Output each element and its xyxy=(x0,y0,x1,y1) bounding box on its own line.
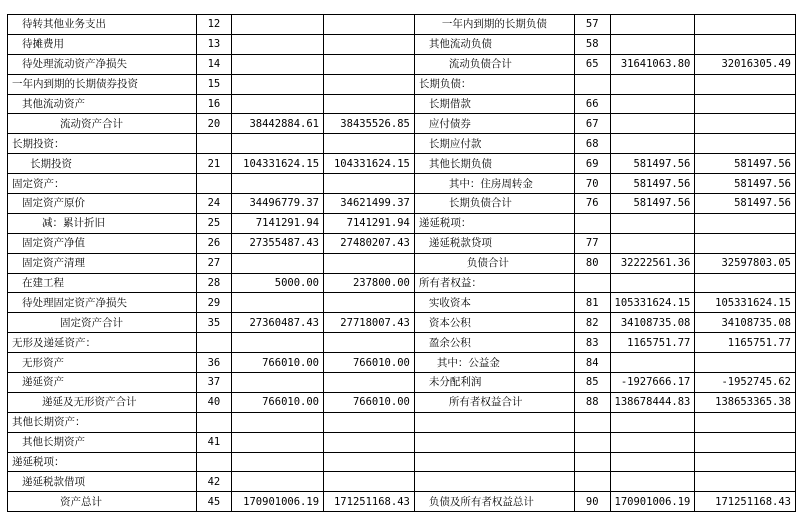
asset-opening-amount[interactable] xyxy=(232,333,324,353)
asset-item-label[interactable]: 待摊费用 xyxy=(8,34,197,54)
liability-opening-amount[interactable] xyxy=(610,114,695,134)
asset-opening-amount[interactable]: 38442884.61 xyxy=(232,114,324,134)
asset-item-label[interactable]: 固定资产： xyxy=(8,174,197,194)
liability-closing-amount[interactable] xyxy=(695,74,796,94)
liability-closing-amount[interactable] xyxy=(695,412,796,432)
liability-opening-amount[interactable] xyxy=(610,452,695,472)
asset-closing-amount[interactable]: 237800.00 xyxy=(324,273,415,293)
liability-item-label[interactable]: 递延税项： xyxy=(414,213,574,233)
asset-opening-amount[interactable]: 170901006.19 xyxy=(232,492,324,512)
liability-closing-amount[interactable] xyxy=(695,273,796,293)
balance-sheet-table xyxy=(7,14,796,512)
asset-line-number[interactable]: 20 xyxy=(196,114,232,134)
asset-line-number[interactable] xyxy=(196,412,232,432)
asset-closing-amount[interactable]: 7141291.94 xyxy=(324,213,415,233)
asset-item-label[interactable]: 递延税项： xyxy=(8,452,197,472)
liability-closing-amount[interactable]: 138653365.38 xyxy=(695,392,796,412)
asset-opening-amount[interactable] xyxy=(232,472,324,492)
table-row xyxy=(8,194,796,214)
liability-closing-amount[interactable]: 581497.56 xyxy=(695,194,796,214)
liability-closing-amount[interactable]: 32597803.05 xyxy=(695,253,796,273)
asset-opening-amount[interactable]: 766010.00 xyxy=(232,353,324,373)
asset-closing-amount[interactable]: 38435526.85 xyxy=(324,114,415,134)
asset-closing-amount[interactable] xyxy=(324,134,415,154)
table-row xyxy=(8,293,796,313)
liability-opening-amount[interactable] xyxy=(610,134,695,154)
table-row xyxy=(8,154,796,174)
asset-closing-amount[interactable] xyxy=(324,174,415,194)
liability-opening-amount[interactable] xyxy=(610,94,695,114)
liability-item-label[interactable]: 负债及所有者权益总计 xyxy=(414,492,574,512)
table-row xyxy=(8,174,796,194)
table-row xyxy=(8,34,796,54)
liability-closing-amount[interactable] xyxy=(695,213,796,233)
asset-line-number[interactable]: 15 xyxy=(196,74,232,94)
liability-item-label[interactable]: 长期借款 xyxy=(414,94,574,114)
liability-closing-amount[interactable] xyxy=(695,34,796,54)
liability-line-number[interactable]: 76 xyxy=(574,194,610,214)
liability-line-number[interactable]: 80 xyxy=(574,253,610,273)
liability-opening-amount[interactable] xyxy=(610,273,695,293)
table-row xyxy=(8,94,796,114)
asset-line-number[interactable] xyxy=(196,333,232,353)
table-row xyxy=(8,452,796,472)
liability-line-number[interactable] xyxy=(574,412,610,432)
liability-item-label[interactable]: 实收资本 xyxy=(414,293,574,313)
asset-item-label[interactable]: 固定资产净值 xyxy=(8,233,197,253)
asset-item-label[interactable]: 固定资产清理 xyxy=(8,253,197,273)
liability-closing-amount[interactable]: -1952745.62 xyxy=(695,373,796,393)
asset-line-number[interactable]: 14 xyxy=(196,54,232,74)
asset-opening-amount[interactable] xyxy=(232,54,324,74)
asset-opening-amount[interactable]: 27360487.43 xyxy=(232,313,324,333)
liability-closing-amount[interactable]: 1165751.77 xyxy=(695,333,796,353)
liability-opening-amount[interactable]: 31641063.80 xyxy=(610,54,695,74)
liability-item-label[interactable]: 盈余公积 xyxy=(414,333,574,353)
liability-line-number[interactable]: 66 xyxy=(574,94,610,114)
liability-item-label[interactable]: 其中：住房周转金 xyxy=(414,174,574,194)
table-row xyxy=(8,492,796,512)
liability-line-number[interactable]: 67 xyxy=(574,114,610,134)
table-row xyxy=(8,253,796,273)
liability-item-label[interactable]: 未分配利润 xyxy=(414,373,574,393)
liability-closing-amount[interactable] xyxy=(695,452,796,472)
asset-item-label[interactable]: 其他长期资产： xyxy=(8,412,197,432)
liability-line-number[interactable]: 90 xyxy=(574,492,610,512)
table-row xyxy=(8,392,796,412)
liability-line-number[interactable]: 85 xyxy=(574,373,610,393)
asset-opening-amount[interactable] xyxy=(232,373,324,393)
asset-opening-amount[interactable] xyxy=(232,412,324,432)
liability-opening-amount[interactable]: 1165751.77 xyxy=(610,333,695,353)
asset-line-number[interactable]: 28 xyxy=(196,273,232,293)
liability-line-number[interactable]: 82 xyxy=(574,313,610,333)
asset-closing-amount[interactable] xyxy=(324,94,415,114)
liability-line-number[interactable] xyxy=(574,452,610,472)
table-row xyxy=(8,432,796,452)
liability-item-label[interactable]: 所有者权益： xyxy=(414,273,574,293)
asset-opening-amount[interactable] xyxy=(232,452,324,472)
asset-line-number[interactable]: 35 xyxy=(196,313,232,333)
asset-closing-amount[interactable] xyxy=(324,472,415,492)
liability-item-label[interactable] xyxy=(414,452,574,472)
table-row xyxy=(8,333,796,353)
table-row xyxy=(8,353,796,373)
liability-opening-amount[interactable]: -1927666.17 xyxy=(610,373,695,393)
asset-closing-amount[interactable]: 27480207.43 xyxy=(324,233,415,253)
liability-opening-amount[interactable] xyxy=(610,213,695,233)
asset-closing-amount[interactable]: 104331624.15 xyxy=(324,154,415,174)
asset-opening-amount[interactable] xyxy=(232,15,324,35)
liability-opening-amount[interactable]: 581497.56 xyxy=(610,174,695,194)
liability-item-label[interactable]: 长期负债合计 xyxy=(414,194,574,214)
liability-item-label[interactable]: 其他流动负债 xyxy=(414,34,574,54)
liability-closing-amount[interactable] xyxy=(695,233,796,253)
liability-line-number[interactable]: 77 xyxy=(574,233,610,253)
asset-opening-amount[interactable] xyxy=(232,134,324,154)
liability-item-label[interactable] xyxy=(414,432,574,452)
asset-opening-amount[interactable] xyxy=(232,432,324,452)
asset-closing-amount[interactable]: 34621499.37 xyxy=(324,194,415,214)
asset-item-label[interactable]: 长期投资 xyxy=(8,154,197,174)
liability-closing-amount[interactable]: 32016305.49 xyxy=(695,54,796,74)
asset-item-label[interactable]: 待转其他业务支出 xyxy=(8,15,197,35)
liability-line-number[interactable]: 70 xyxy=(574,174,610,194)
asset-closing-amount[interactable]: 766010.00 xyxy=(324,392,415,412)
asset-opening-amount[interactable]: 766010.00 xyxy=(232,392,324,412)
asset-line-number[interactable] xyxy=(196,134,232,154)
liability-item-label[interactable]: 一年内到期的长期负债 xyxy=(414,15,574,35)
liability-line-number[interactable] xyxy=(574,213,610,233)
asset-line-number[interactable]: 27 xyxy=(196,253,232,273)
liability-closing-amount[interactable]: 105331624.15 xyxy=(695,293,796,313)
liability-opening-amount[interactable]: 581497.56 xyxy=(610,194,695,214)
asset-opening-amount[interactable] xyxy=(232,34,324,54)
liability-item-label[interactable]: 所有者权益合计 xyxy=(414,392,574,412)
liability-opening-amount[interactable]: 138678444.83 xyxy=(610,392,695,412)
asset-line-number[interactable]: 16 xyxy=(196,94,232,114)
asset-line-number[interactable]: 42 xyxy=(196,472,232,492)
liability-line-number[interactable]: 81 xyxy=(574,293,610,313)
liability-item-label[interactable]: 流动负债合计 xyxy=(414,54,574,74)
liability-item-label[interactable]: 长期负债： xyxy=(414,74,574,94)
table-row xyxy=(8,313,796,333)
liability-closing-amount[interactable]: 171251168.43 xyxy=(695,492,796,512)
asset-closing-amount[interactable]: 766010.00 xyxy=(324,353,415,373)
liability-opening-amount[interactable] xyxy=(610,432,695,452)
asset-item-label[interactable]: 资产总计 xyxy=(8,492,197,512)
liability-opening-amount[interactable] xyxy=(610,472,695,492)
asset-line-number[interactable]: 26 xyxy=(196,233,232,253)
liability-line-number[interactable] xyxy=(574,74,610,94)
asset-line-number[interactable]: 13 xyxy=(196,34,232,54)
asset-opening-amount[interactable]: 34496779.37 xyxy=(232,194,324,214)
asset-opening-amount[interactable] xyxy=(232,74,324,94)
table-row xyxy=(8,134,796,154)
liability-opening-amount[interactable]: 581497.56 xyxy=(610,154,695,174)
asset-line-number[interactable]: 40 xyxy=(196,392,232,412)
liability-item-label[interactable]: 长期应付款 xyxy=(414,134,574,154)
asset-line-number[interactable] xyxy=(196,174,232,194)
liability-line-number[interactable]: 68 xyxy=(574,134,610,154)
liability-opening-amount[interactable]: 34108735.08 xyxy=(610,313,695,333)
liability-opening-amount[interactable]: 105331624.15 xyxy=(610,293,695,313)
liability-closing-amount[interactable]: 34108735.08 xyxy=(695,313,796,333)
asset-closing-amount[interactable] xyxy=(324,452,415,472)
liability-opening-amount[interactable] xyxy=(610,15,695,35)
asset-item-label[interactable]: 长期投资： xyxy=(8,134,197,154)
asset-item-label[interactable]: 无形及递延资产： xyxy=(8,333,197,353)
liability-closing-amount[interactable] xyxy=(695,94,796,114)
asset-item-label[interactable]: 待处理固定资产净损失 xyxy=(8,293,197,313)
asset-opening-amount[interactable] xyxy=(232,174,324,194)
table-row xyxy=(8,15,796,35)
asset-closing-amount[interactable] xyxy=(324,34,415,54)
asset-line-number[interactable]: 24 xyxy=(196,194,232,214)
asset-line-number[interactable]: 37 xyxy=(196,373,232,393)
asset-closing-amount[interactable] xyxy=(324,253,415,273)
asset-opening-amount[interactable]: 27355487.43 xyxy=(232,233,324,253)
liability-line-number[interactable]: 65 xyxy=(574,54,610,74)
liability-line-number[interactable]: 84 xyxy=(574,353,610,373)
liability-opening-amount[interactable] xyxy=(610,34,695,54)
table-row xyxy=(8,114,796,134)
asset-closing-amount[interactable] xyxy=(324,74,415,94)
liability-line-number[interactable]: 69 xyxy=(574,154,610,174)
table-row xyxy=(8,54,796,74)
asset-item-label[interactable]: 其他流动资产 xyxy=(8,94,197,114)
asset-opening-amount[interactable]: 5000.00 xyxy=(232,273,324,293)
liability-line-number[interactable]: 88 xyxy=(574,392,610,412)
liability-closing-amount[interactable] xyxy=(695,472,796,492)
asset-closing-amount[interactable] xyxy=(324,373,415,393)
asset-closing-amount[interactable] xyxy=(324,333,415,353)
asset-item-label[interactable]: 待处理流动资产净损失 xyxy=(8,54,197,74)
asset-item-label[interactable]: 无形资产 xyxy=(8,353,197,373)
liability-opening-amount[interactable] xyxy=(610,353,695,373)
asset-line-number[interactable]: 25 xyxy=(196,213,232,233)
liability-line-number[interactable] xyxy=(574,432,610,452)
asset-opening-amount[interactable]: 7141291.94 xyxy=(232,213,324,233)
liability-line-number[interactable] xyxy=(574,273,610,293)
liability-closing-amount[interactable] xyxy=(695,432,796,452)
liability-opening-amount[interactable] xyxy=(610,412,695,432)
asset-item-label[interactable]: 一年内到期的长期债券投资 xyxy=(8,74,197,94)
liability-item-label[interactable]: 资本公积 xyxy=(414,313,574,333)
asset-line-number[interactable]: 41 xyxy=(196,432,232,452)
asset-line-number[interactable]: 36 xyxy=(196,353,232,373)
table-row xyxy=(8,74,796,94)
asset-opening-amount[interactable] xyxy=(232,293,324,313)
liability-closing-amount[interactable] xyxy=(695,15,796,35)
liability-opening-amount[interactable]: 32222561.36 xyxy=(610,253,695,273)
asset-closing-amount[interactable]: 27718007.43 xyxy=(324,313,415,333)
table-row xyxy=(8,373,796,393)
liability-item-label[interactable] xyxy=(414,472,574,492)
table-row xyxy=(8,213,796,233)
liability-item-label[interactable]: 负债合计 xyxy=(414,253,574,273)
liability-closing-amount[interactable] xyxy=(695,114,796,134)
asset-item-label[interactable]: 递延税款借项 xyxy=(8,472,197,492)
liability-closing-amount[interactable]: 581497.56 xyxy=(695,174,796,194)
asset-item-label[interactable]: 固定资产原价 xyxy=(8,194,197,214)
asset-opening-amount[interactable] xyxy=(232,253,324,273)
liability-closing-amount[interactable] xyxy=(695,353,796,373)
table-row xyxy=(8,472,796,492)
liability-item-label[interactable] xyxy=(414,412,574,432)
asset-item-label[interactable]: 递延资产 xyxy=(8,373,197,393)
liability-line-number[interactable]: 58 xyxy=(574,34,610,54)
table-row xyxy=(8,273,796,293)
liability-item-label[interactable]: 其中：公益金 xyxy=(414,353,574,373)
asset-closing-amount[interactable] xyxy=(324,54,415,74)
asset-closing-amount[interactable]: 171251168.43 xyxy=(324,492,415,512)
liability-item-label[interactable]: 递延税款贷项 xyxy=(414,233,574,253)
table-row xyxy=(8,233,796,253)
liability-closing-amount[interactable]: 581497.56 xyxy=(695,154,796,174)
asset-closing-amount[interactable] xyxy=(324,15,415,35)
liability-item-label[interactable]: 应付债券 xyxy=(414,114,574,134)
asset-item-label[interactable]: 其他长期资产 xyxy=(8,432,197,452)
asset-item-label[interactable]: 固定资产合计 xyxy=(8,313,197,333)
asset-opening-amount[interactable] xyxy=(232,94,324,114)
liability-line-number[interactable]: 57 xyxy=(574,15,610,35)
asset-item-label[interactable]: 递延及无形资产合计 xyxy=(8,392,197,412)
asset-line-number[interactable]: 21 xyxy=(196,154,232,174)
liability-line-number[interactable]: 83 xyxy=(574,333,610,353)
balance-sheet-body xyxy=(8,15,796,512)
liability-line-number[interactable] xyxy=(574,472,610,492)
asset-item-label[interactable]: 减：累计折旧 xyxy=(8,213,197,233)
asset-item-label[interactable]: 流动资产合计 xyxy=(8,114,197,134)
asset-line-number[interactable]: 45 xyxy=(196,492,232,512)
liability-item-label[interactable]: 其他长期负债 xyxy=(414,154,574,174)
asset-closing-amount[interactable] xyxy=(324,293,415,313)
liability-opening-amount[interactable]: 170901006.19 xyxy=(610,492,695,512)
liability-closing-amount[interactable] xyxy=(695,134,796,154)
asset-line-number[interactable]: 29 xyxy=(196,293,232,313)
asset-closing-amount[interactable] xyxy=(324,432,415,452)
asset-opening-amount[interactable]: 104331624.15 xyxy=(232,154,324,174)
asset-closing-amount[interactable] xyxy=(324,412,415,432)
liability-opening-amount[interactable] xyxy=(610,74,695,94)
table-row xyxy=(8,412,796,432)
asset-line-number[interactable]: 12 xyxy=(196,15,232,35)
asset-item-label[interactable]: 在建工程 xyxy=(8,273,197,293)
liability-opening-amount[interactable] xyxy=(610,233,695,253)
asset-line-number[interactable] xyxy=(196,452,232,472)
